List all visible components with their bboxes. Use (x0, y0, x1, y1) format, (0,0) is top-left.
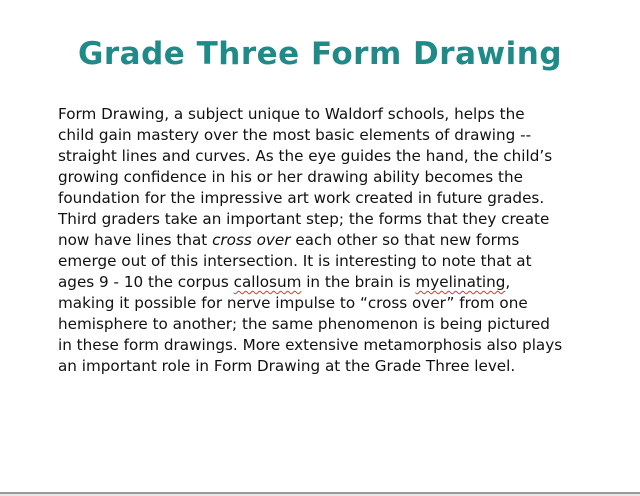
spellcheck-word-callosum[interactable]: callosum (233, 273, 302, 291)
text-segment: in the brain is (301, 273, 416, 291)
text-line: an important role in Form Drawing at the Grade Three level. (58, 357, 516, 375)
text-segment: ages 9 - 10 the corpus (58, 273, 234, 291)
text-line: Form Drawing, a subject unique to Waldorf schools, helps the (58, 105, 525, 123)
spellcheck-word-myelinating[interactable]: myelinating (415, 273, 506, 291)
text-line: growing confidence in his or her drawing ability becomes the (58, 168, 523, 186)
text-line (58, 272, 588, 293)
slide-title: Grade Three Form Drawing (77, 36, 563, 72)
body-paragraph (58, 104, 588, 377)
text-segment: each other so that new forms (290, 231, 520, 249)
text-line: child gain mastery over the most basic elements of drawing -- (58, 126, 532, 144)
emphasis-cross-over: cross over (212, 231, 291, 249)
text-line: hemisphere to another; the same phenomenon is being pictured (58, 315, 550, 333)
text-line: making it possible for nerve impulse to “cross over” from one (58, 294, 528, 312)
text-line: Third graders take an important step; the forms that they create (58, 210, 550, 228)
text-line (58, 230, 588, 251)
text-segment: , (505, 273, 511, 291)
text-line: emerge out of this intersection. It is interesting to note that at (58, 252, 532, 270)
text-line: in these form drawings. More extensive metamorphosis also plays (58, 336, 563, 354)
text-line: foundation for the impressive art work created in future grades. (58, 189, 545, 207)
text-segment: now have lines that (58, 231, 213, 249)
text-line: straight lines and curves. As the eye guides the hand, the child’s (58, 147, 553, 165)
